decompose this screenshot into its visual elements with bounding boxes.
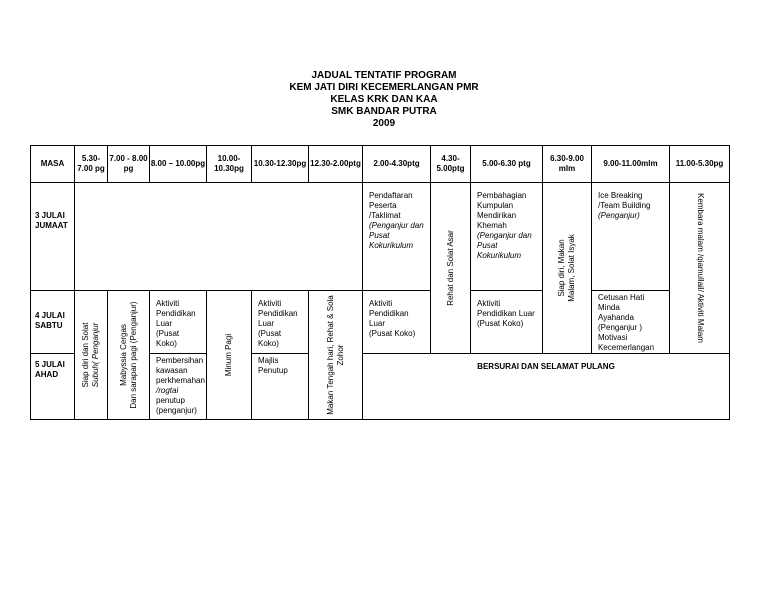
cell-text: Penutup xyxy=(258,366,288,375)
row-label-line: 5 JULAI xyxy=(35,360,65,369)
cell-text: Pendidikan Luar xyxy=(477,309,535,318)
cell-siap-subuh xyxy=(75,291,108,420)
row-sabtu xyxy=(31,291,730,354)
cell-aktiviti xyxy=(363,291,431,354)
header-time: 10.30-12.30pg xyxy=(252,146,309,183)
header-time: 4.30-5.00ptg xyxy=(431,146,471,183)
header-time: 10.00-10.30pg xyxy=(207,146,252,183)
cell-text: Mabyssia Cergas xyxy=(118,324,128,386)
cell-text: Khemah xyxy=(477,221,507,230)
title-line-3: KELAS KRK DAN KAA xyxy=(330,94,438,105)
header-time: 8.00 – 10.00pg xyxy=(150,146,207,183)
cell-text: (Penganjur dan xyxy=(477,231,532,240)
cell-text: Pendidikan xyxy=(258,309,298,318)
vertical-text: Kembara malam /qiamullail/ Aktiviti Malam xyxy=(695,193,705,343)
cell-text: /rogtai xyxy=(156,386,179,395)
cell-text: (Penganjur) xyxy=(598,211,640,220)
cell-text: Pendaftaran xyxy=(369,191,413,200)
cell-aktiviti xyxy=(252,291,309,354)
row-label-line: JUMAAT xyxy=(35,221,68,230)
vertical-text xyxy=(326,295,346,414)
cell-ice-breaking xyxy=(592,183,670,291)
cell-text: Kokurikulum xyxy=(477,251,522,260)
cell-rehat-asar xyxy=(431,183,471,354)
header-time: 6.30-9.00 mlm xyxy=(543,146,592,183)
title-line-2: KEM JATI DIRI KECEMERLANGAN PMR xyxy=(289,82,479,93)
empty-cell xyxy=(75,183,363,291)
cell-text: Siap diri dan Solat xyxy=(81,322,90,388)
document-title xyxy=(0,70,768,130)
cell-text: (Pusat Koko) xyxy=(369,329,416,338)
title-line-5: 2009 xyxy=(372,118,396,129)
cell-text: perkhemahan xyxy=(156,376,205,385)
cell-text: Majlis xyxy=(258,356,279,365)
cell-text: Mendirikan xyxy=(477,211,517,220)
cell-pembersihan xyxy=(150,354,207,420)
cell-text: (Pusat Koko) xyxy=(258,329,282,348)
vertical-text: Minum Pagi xyxy=(224,333,233,377)
header-time: 5.30-7.00 pg xyxy=(75,146,108,183)
row-label-sabtu xyxy=(31,291,75,354)
cell-pembahagian xyxy=(471,183,543,291)
cell-text: Pembahagian xyxy=(477,191,527,200)
row-label-line: 4 JULAI xyxy=(35,311,65,320)
row-jumaat xyxy=(31,183,730,291)
cell-text: Siap diri, Makan xyxy=(557,239,566,297)
cell-text: Makan Tengah hari, Rehat & Sola xyxy=(325,295,335,415)
header-time: 11.00-5.30pg xyxy=(670,146,730,183)
row-label-line: SABTU xyxy=(35,321,63,330)
cell-aktiviti xyxy=(471,291,543,354)
title-line-1: JADUAL TENTATIF PROGRAM xyxy=(311,70,457,81)
header-time: 2.00-4.30ptg xyxy=(363,146,431,183)
cell-text: penutup xyxy=(156,396,185,405)
cell-text: Minda xyxy=(598,303,620,312)
cell-text: Pusat xyxy=(369,231,390,240)
cell-text: Pusat xyxy=(477,241,498,250)
header-row xyxy=(31,146,730,183)
cell-text: Pembersihan xyxy=(156,356,204,365)
vertical-text: Rehat dan Solat Asar xyxy=(445,230,455,306)
header-time: 7.00 - 8.00 pg xyxy=(108,146,150,183)
cell-text: Ayahanda xyxy=(598,313,634,322)
cell-text: Aktiviti xyxy=(258,299,282,308)
cell-makan-tengah-hari xyxy=(309,291,363,420)
vertical-text xyxy=(119,301,139,408)
schedule-table xyxy=(30,145,730,420)
cell-text: (penganjur) xyxy=(156,406,197,415)
cell-text: Luar xyxy=(258,319,275,328)
cell-text: Motivasi xyxy=(598,333,628,342)
cell-majlis-penutup xyxy=(252,354,309,420)
cell-text: Luar xyxy=(369,319,386,328)
cell-text: Kecemerlangan xyxy=(598,343,655,352)
cell-cetusan-hati xyxy=(592,291,670,354)
cell-aktiviti xyxy=(150,291,207,354)
cell-text: Luar xyxy=(156,319,173,328)
cell-text: Cetusan Hati xyxy=(598,293,645,302)
cell-text: Aktiviti xyxy=(156,299,180,308)
cell-text: Aktiviti xyxy=(369,299,393,308)
cell-bersurai: BERSURAI DAN SELAMAT PULANG xyxy=(363,354,730,420)
cell-text: (Pusat Koko) xyxy=(477,319,524,328)
cell-text: (Penganjur dan xyxy=(369,221,424,230)
header-time: 9.00-11.00mlm xyxy=(592,146,670,183)
vertical-text xyxy=(81,323,101,388)
cell-text: /Team Building xyxy=(598,201,651,210)
cell-mabyssia xyxy=(108,291,150,420)
cell-text: Pendidikan xyxy=(369,309,409,318)
vertical-text xyxy=(557,234,577,302)
cell-pendaftaran xyxy=(363,183,431,291)
row-label-line: 3 JULAI xyxy=(35,211,65,220)
header-masa: MASA xyxy=(31,146,75,183)
cell-text: kawasan xyxy=(156,366,188,375)
header-time: 5.00-6.30 ptg xyxy=(471,146,543,183)
cell-text: Pendidikan xyxy=(156,309,196,318)
header-time: 12.30-2.00ptg xyxy=(309,146,363,183)
cell-text: Subuh( Penganjur xyxy=(91,322,100,388)
cell-text: Malam, Solat Isyak xyxy=(567,234,576,302)
cell-siap-diri xyxy=(543,183,592,354)
cell-text: Aktiviti xyxy=(477,299,501,308)
cell-text: (Penganjur ) xyxy=(598,323,643,332)
cell-text: /Taklimat xyxy=(369,211,401,220)
cell-text: Ice Breaking xyxy=(598,191,643,200)
cell-text: Zohor xyxy=(335,344,345,366)
cell-text: Kumpulan xyxy=(477,201,514,210)
cell-text: Kokurikulum xyxy=(369,241,414,250)
cell-minum-pagi xyxy=(207,291,252,420)
cell-text: Peserta xyxy=(369,201,397,210)
row-label-line: AHAD xyxy=(35,370,59,379)
cell-kembara xyxy=(670,183,730,354)
row-label-ahad xyxy=(31,354,75,420)
title-line-4: SMK BANDAR PUTRA xyxy=(331,106,437,117)
cell-text: (Pusat Koko) xyxy=(156,329,180,348)
cell-text: Dan sarapan pagi (Penganjur) xyxy=(128,301,138,409)
row-label-jumaat xyxy=(31,183,75,291)
